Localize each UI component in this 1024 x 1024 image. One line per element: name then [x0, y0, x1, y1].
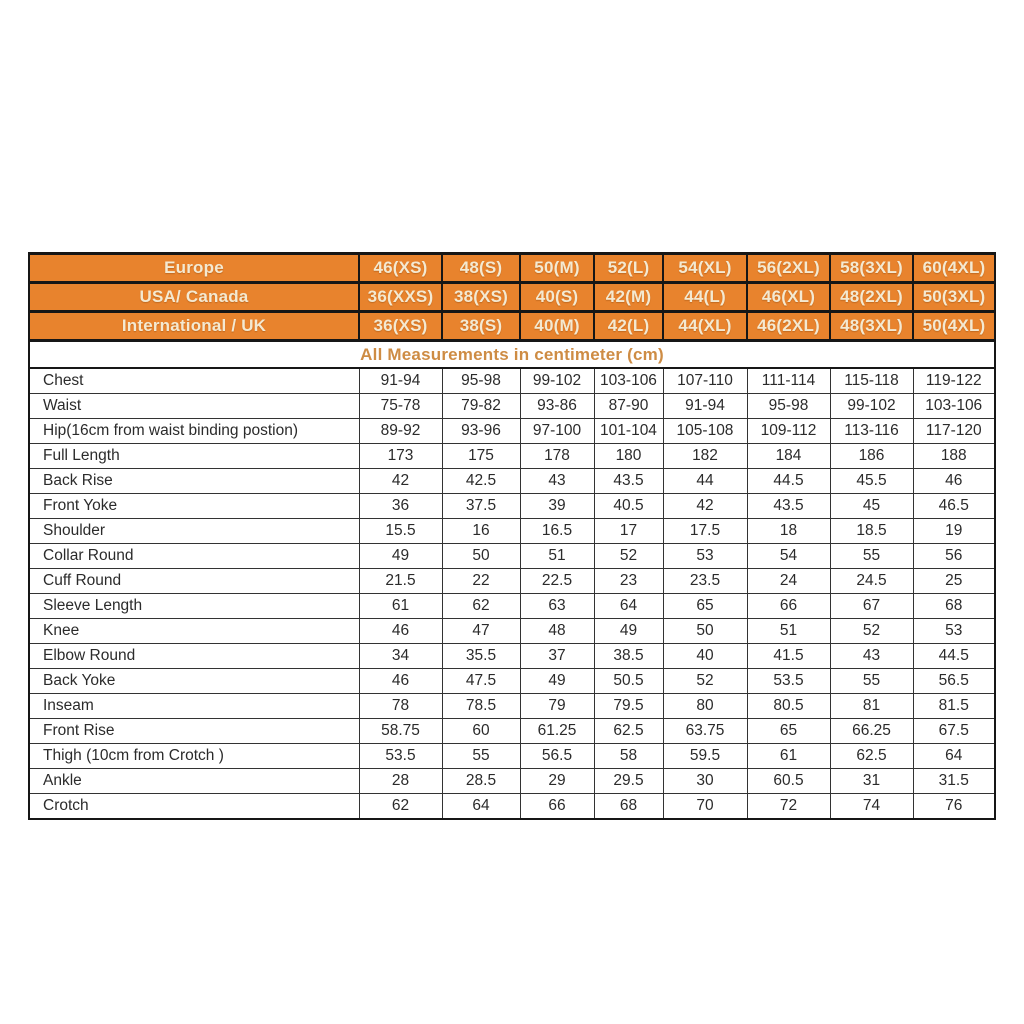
measurement-value: 62	[359, 794, 442, 820]
measurement-value: 89-92	[359, 419, 442, 444]
size-cell: 60(4XL)	[913, 254, 995, 283]
region-label: Europe	[29, 254, 359, 283]
size-cell: 46(2XL)	[747, 312, 830, 341]
measurement-value: 46	[913, 469, 995, 494]
measurement-value: 56	[913, 544, 995, 569]
measurement-value: 23	[594, 569, 663, 594]
measurement-label: Inseam	[29, 694, 359, 719]
size-cell: 40(S)	[520, 283, 594, 312]
measurement-label: Full Length	[29, 444, 359, 469]
measurement-value: 49	[359, 544, 442, 569]
measurement-value: 61	[747, 744, 830, 769]
measurement-value: 50.5	[594, 669, 663, 694]
measurement-value: 75-78	[359, 394, 442, 419]
table-row	[29, 744, 995, 769]
measurement-value: 65	[663, 594, 747, 619]
size-cell: 52(L)	[594, 254, 663, 283]
table-row	[29, 544, 995, 569]
measurement-value: 188	[913, 444, 995, 469]
measurement-value: 53.5	[747, 669, 830, 694]
measurement-value: 28	[359, 769, 442, 794]
table-row	[29, 594, 995, 619]
measurement-value: 180	[594, 444, 663, 469]
measurement-value: 182	[663, 444, 747, 469]
measurement-value: 50	[663, 619, 747, 644]
measurement-value: 67	[830, 594, 913, 619]
measurement-value: 97-100	[520, 419, 594, 444]
measurement-label: Crotch	[29, 794, 359, 820]
measurement-value: 95-98	[442, 368, 520, 394]
measurement-value: 95-98	[747, 394, 830, 419]
measurement-value: 52	[830, 619, 913, 644]
measurement-value: 53	[913, 619, 995, 644]
measurement-value: 91-94	[359, 368, 442, 394]
measurement-value: 46.5	[913, 494, 995, 519]
measurement-value: 184	[747, 444, 830, 469]
measurement-value: 87-90	[594, 394, 663, 419]
table-row	[29, 619, 995, 644]
size-cell: 42(M)	[594, 283, 663, 312]
measurement-value: 175	[442, 444, 520, 469]
measurement-value: 37.5	[442, 494, 520, 519]
table-row	[29, 469, 995, 494]
measurement-value: 30	[663, 769, 747, 794]
size-cell: 50(3XL)	[913, 283, 995, 312]
measurement-label: Back Rise	[29, 469, 359, 494]
measurement-value: 93-86	[520, 394, 594, 419]
measurement-value: 38.5	[594, 644, 663, 669]
region-label: USA/ Canada	[29, 283, 359, 312]
measurement-value: 53	[663, 544, 747, 569]
measurement-value: 18	[747, 519, 830, 544]
measurement-label: Front Rise	[29, 719, 359, 744]
measurement-value: 43	[520, 469, 594, 494]
measurement-value: 39	[520, 494, 594, 519]
measurement-value: 22.5	[520, 569, 594, 594]
measurement-value: 173	[359, 444, 442, 469]
measurement-value: 16.5	[520, 519, 594, 544]
measurement-value: 24	[747, 569, 830, 594]
measurement-label: Front Yoke	[29, 494, 359, 519]
size-cell: 56(2XL)	[747, 254, 830, 283]
measurement-value: 55	[442, 744, 520, 769]
measurement-value: 61.25	[520, 719, 594, 744]
measurement-label: Ankle	[29, 769, 359, 794]
measurement-value: 67.5	[913, 719, 995, 744]
size-cell: 38(S)	[442, 312, 520, 341]
measurement-value: 60	[442, 719, 520, 744]
measurement-value: 70	[663, 794, 747, 820]
measurement-value: 63	[520, 594, 594, 619]
measurement-value: 111-114	[747, 368, 830, 394]
measurement-value: 186	[830, 444, 913, 469]
measurement-value: 51	[747, 619, 830, 644]
measurement-value: 15.5	[359, 519, 442, 544]
measurement-value: 80	[663, 694, 747, 719]
measurement-value: 40	[663, 644, 747, 669]
measurement-value: 79	[520, 694, 594, 719]
measurement-label: Sleeve Length	[29, 594, 359, 619]
measurement-label: Cuff Round	[29, 569, 359, 594]
measurement-value: 64	[913, 744, 995, 769]
measurement-value: 91-94	[663, 394, 747, 419]
measurement-unit-note: All Measurements in centimeter (cm)	[29, 341, 995, 369]
measurement-value: 56.5	[520, 744, 594, 769]
measurement-label: Thigh (10cm from Crotch )	[29, 744, 359, 769]
measurement-label: Elbow Round	[29, 644, 359, 669]
size-cell: 40(M)	[520, 312, 594, 341]
measurement-value: 76	[913, 794, 995, 820]
size-cell: 48(S)	[442, 254, 520, 283]
measurement-value: 28.5	[442, 769, 520, 794]
size-cell: 48(2XL)	[830, 283, 913, 312]
measurement-value: 43.5	[747, 494, 830, 519]
table-row	[29, 494, 995, 519]
measurement-note-group	[29, 341, 995, 369]
measurement-value: 49	[520, 669, 594, 694]
measurement-value: 16	[442, 519, 520, 544]
measurement-value: 61	[359, 594, 442, 619]
measurement-value: 31	[830, 769, 913, 794]
measurement-value: 113-116	[830, 419, 913, 444]
table-row	[29, 519, 995, 544]
size-chart-table	[28, 252, 996, 820]
measurement-value: 80.5	[747, 694, 830, 719]
measurement-value: 29.5	[594, 769, 663, 794]
size-cell: 48(3XL)	[830, 312, 913, 341]
size-header-row	[29, 254, 995, 283]
table-row	[29, 669, 995, 694]
measurement-value: 99-102	[520, 368, 594, 394]
measurement-value: 56.5	[913, 669, 995, 694]
measurement-value: 49	[594, 619, 663, 644]
measurement-value: 72	[747, 794, 830, 820]
measurement-label: Hip(16cm from waist binding postion)	[29, 419, 359, 444]
size-cell: 46(XL)	[747, 283, 830, 312]
measurement-value: 17.5	[663, 519, 747, 544]
measurement-value: 44	[663, 469, 747, 494]
measurement-value: 22	[442, 569, 520, 594]
measurement-value: 107-110	[663, 368, 747, 394]
measurement-value: 55	[830, 669, 913, 694]
measurement-value: 25	[913, 569, 995, 594]
measurement-value: 54	[747, 544, 830, 569]
measurement-value: 119-122	[913, 368, 995, 394]
measurement-value: 46	[359, 669, 442, 694]
measurement-value: 23.5	[663, 569, 747, 594]
measurement-value: 68	[594, 794, 663, 820]
measurement-value: 43	[830, 644, 913, 669]
measurement-value: 40.5	[594, 494, 663, 519]
measurement-value: 51	[520, 544, 594, 569]
measurement-value: 78.5	[442, 694, 520, 719]
measurement-value: 68	[913, 594, 995, 619]
measurement-label: Collar Round	[29, 544, 359, 569]
measurement-value: 64	[594, 594, 663, 619]
measurement-value: 36	[359, 494, 442, 519]
measurement-label: Shoulder	[29, 519, 359, 544]
table-row	[29, 368, 995, 394]
size-cell: 50(M)	[520, 254, 594, 283]
measurement-value: 74	[830, 794, 913, 820]
measurement-value: 52	[594, 544, 663, 569]
measurement-value: 62.5	[594, 719, 663, 744]
measurement-value: 65	[747, 719, 830, 744]
measurement-value: 31.5	[913, 769, 995, 794]
measurement-value: 18.5	[830, 519, 913, 544]
table-row	[29, 769, 995, 794]
measurement-value: 58	[594, 744, 663, 769]
measurement-value: 103-106	[594, 368, 663, 394]
measurement-value: 66	[520, 794, 594, 820]
measurement-value: 34	[359, 644, 442, 669]
measurement-value: 60.5	[747, 769, 830, 794]
measurement-value: 59.5	[663, 744, 747, 769]
measurement-value: 64	[442, 794, 520, 820]
measurement-value: 115-118	[830, 368, 913, 394]
measurement-value: 105-108	[663, 419, 747, 444]
measurement-value: 117-120	[913, 419, 995, 444]
size-cell: 50(4XL)	[913, 312, 995, 341]
measurement-value: 50	[442, 544, 520, 569]
measurement-value: 29	[520, 769, 594, 794]
measurement-value: 52	[663, 669, 747, 694]
measurement-label: Waist	[29, 394, 359, 419]
size-cell: 44(L)	[663, 283, 747, 312]
measurement-value: 78	[359, 694, 442, 719]
table-row	[29, 794, 995, 820]
size-cell: 38(XS)	[442, 283, 520, 312]
measurement-value: 66.25	[830, 719, 913, 744]
size-cell: 58(3XL)	[830, 254, 913, 283]
measurement-value: 42.5	[442, 469, 520, 494]
measurement-value: 62.5	[830, 744, 913, 769]
table-row	[29, 394, 995, 419]
size-cell: 46(XS)	[359, 254, 442, 283]
measurement-value: 81.5	[913, 694, 995, 719]
measurement-value: 66	[747, 594, 830, 619]
measurement-value: 19	[913, 519, 995, 544]
size-system-header	[29, 254, 995, 341]
measurement-value: 79-82	[442, 394, 520, 419]
measurement-rows	[29, 368, 995, 819]
size-cell: 54(XL)	[663, 254, 747, 283]
measurement-value: 79.5	[594, 694, 663, 719]
region-label: International / UK	[29, 312, 359, 341]
measurement-value: 101-104	[594, 419, 663, 444]
size-chart	[28, 252, 994, 820]
measurement-value: 93-96	[442, 419, 520, 444]
size-cell: 42(L)	[594, 312, 663, 341]
measurement-value: 63.75	[663, 719, 747, 744]
measurement-value: 62	[442, 594, 520, 619]
measurement-label: Knee	[29, 619, 359, 644]
size-cell: 44(XL)	[663, 312, 747, 341]
measurement-value: 37	[520, 644, 594, 669]
measurement-value: 103-106	[913, 394, 995, 419]
measurement-value: 178	[520, 444, 594, 469]
measurement-value: 58.75	[359, 719, 442, 744]
table-row	[29, 694, 995, 719]
measurement-value: 45	[830, 494, 913, 519]
measurement-value: 44.5	[913, 644, 995, 669]
size-cell: 36(XS)	[359, 312, 442, 341]
measurement-value: 17	[594, 519, 663, 544]
measurement-value: 45.5	[830, 469, 913, 494]
measurement-value: 81	[830, 694, 913, 719]
measurement-value: 21.5	[359, 569, 442, 594]
measurement-value: 41.5	[747, 644, 830, 669]
table-row	[29, 444, 995, 469]
measurement-value: 47	[442, 619, 520, 644]
size-header-row	[29, 312, 995, 341]
measurement-value: 44.5	[747, 469, 830, 494]
measurement-value: 99-102	[830, 394, 913, 419]
measurement-value: 35.5	[442, 644, 520, 669]
measurement-label: Chest	[29, 368, 359, 394]
measurement-value: 48	[520, 619, 594, 644]
size-cell: 36(XXS)	[359, 283, 442, 312]
table-row	[29, 719, 995, 744]
measurement-value: 109-112	[747, 419, 830, 444]
table-row	[29, 644, 995, 669]
measurement-value: 53.5	[359, 744, 442, 769]
table-row	[29, 419, 995, 444]
measurement-value: 42	[359, 469, 442, 494]
size-header-row	[29, 283, 995, 312]
note-row	[29, 341, 995, 369]
measurement-value: 47.5	[442, 669, 520, 694]
table-row	[29, 569, 995, 594]
measurement-value: 43.5	[594, 469, 663, 494]
measurement-label: Back Yoke	[29, 669, 359, 694]
measurement-value: 24.5	[830, 569, 913, 594]
measurement-value: 46	[359, 619, 442, 644]
measurement-value: 55	[830, 544, 913, 569]
measurement-value: 42	[663, 494, 747, 519]
